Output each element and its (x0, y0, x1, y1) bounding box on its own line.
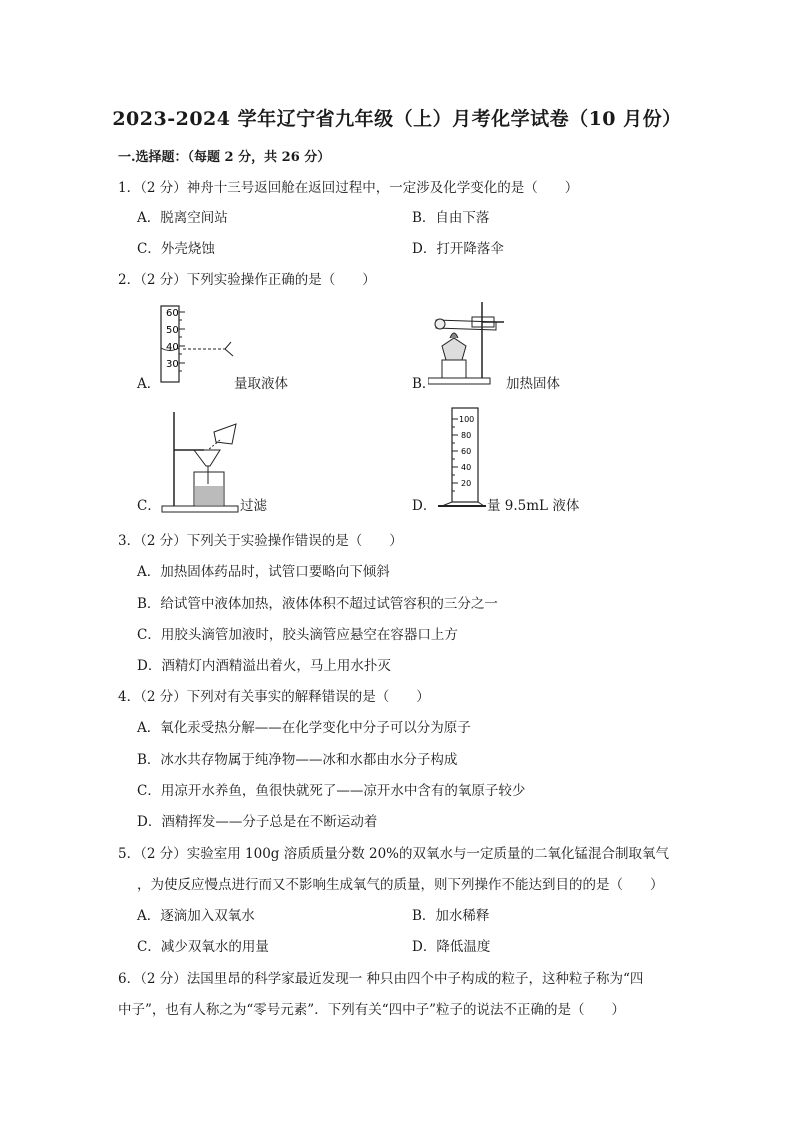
q4-option-b: B．冰水共存物属于纯净物——冰和水都由水分子构成 (137, 752, 458, 768)
q3-option-d: D．酒精灯内酒精溢出着火，马上用水扑灭 (137, 658, 391, 674)
tick-label: 50 (166, 325, 179, 336)
question-2: 2．（2 分）下列实验操作正确的是（ ） (118, 272, 376, 288)
q2-option-a-caption: 量取液体 (234, 376, 288, 392)
question-3: 3．（2 分）下列关于实验操作错误的是（ ） (118, 533, 403, 549)
tick-label: 40 (166, 342, 179, 353)
q4-option-d: D．酒精挥发——分子总是在不断运动着 (137, 814, 378, 830)
q4-option-c: C．用凉开水养鱼，鱼很快就死了——凉开水中含有的氧原子较少 (137, 783, 526, 799)
q2-option-d-letter: D． (412, 498, 437, 514)
q3-option-b: B．给试管中液体加热，液体体积不超过试管容积的三分之一 (137, 596, 498, 612)
q4-option-a: A．氧化汞受热分解——在化学变化中分子可以分为原子 (137, 720, 471, 736)
tick-label: 20 (461, 479, 472, 488)
q3-option-a: A．加热固体药品时，试管口要略向下倾斜 (137, 564, 390, 580)
tick-label: 80 (461, 431, 472, 440)
graduated-cylinder-diagram (430, 406, 488, 512)
question-5-line-1: 5．（2 分）实验室用 100g 溶质质量分数 20%的双氧水与一定质量的二氧化锰混合制取氧气 (118, 846, 670, 862)
q2-option-a-letter: A． (137, 376, 161, 392)
question-6-line-1: 6．（2 分）法国里昂的科学家最近发现一 种只由四个中子构成的粒子，这种粒子称为“四 (118, 971, 644, 987)
question-5-line-2: ，为使反应慢点进行而又不影响生成氧气的质量，则下列操作不能达到目的的是（ ） (137, 877, 664, 893)
q5-option-c: C．减少双氧水的用量 (137, 939, 269, 955)
q5-option-b: B．加水稀释 (412, 908, 490, 924)
section-heading: 一.选择题：（每题 2 分，共 26 分） (118, 150, 331, 165)
q3-option-c: C．用胶头滴管加液时，胶头滴管应悬空在容器口上方 (137, 627, 458, 643)
q5-option-d: D．降低温度 (412, 939, 491, 955)
q2-option-c-letter: C． (137, 498, 161, 514)
q1-option-c: C．外壳烧蚀 (137, 241, 215, 257)
question-4: 4．（2 分）下列对有关事实的解释错误的是（ ） (118, 689, 430, 705)
q2-option-d-caption: 量 9.5mL 液体 (487, 498, 580, 514)
tick-label: 40 (461, 463, 472, 472)
question-1: 1．（2 分）神舟十三号返回舱在返回过程中，一定涉及化学变化的是（ ） (118, 180, 579, 196)
tick-label: 100 (459, 415, 475, 424)
q2-option-b-letter: B． (412, 376, 436, 392)
q2-option-c-caption: 过滤 (240, 498, 267, 514)
q1-option-b: B．自由下落 (412, 210, 490, 226)
question-6-line-2: 中子”，也有人称之为“零号元素”．下列有关“四中子”粒子的说法不正确的是（ ） (118, 1002, 626, 1018)
page-title: 2023-2024 学年辽宁省九年级（上）月考化学试卷（10 月份） (112, 108, 682, 130)
tick-label: 30 (166, 359, 179, 370)
filtration-diagram (160, 410, 242, 514)
tick-label: 60 (461, 447, 472, 456)
q1-option-d: D．打开降落伞 (412, 241, 504, 257)
heat-solid-diagram (428, 298, 516, 388)
q2-option-b-caption: 加热固体 (506, 376, 560, 392)
q5-option-a: A．逐滴加入双氧水 (137, 908, 255, 924)
tick-label: 60 (166, 308, 179, 319)
measure-liquid-diagram (155, 302, 245, 384)
q1-option-a: A．脱离空间站 (137, 210, 228, 226)
